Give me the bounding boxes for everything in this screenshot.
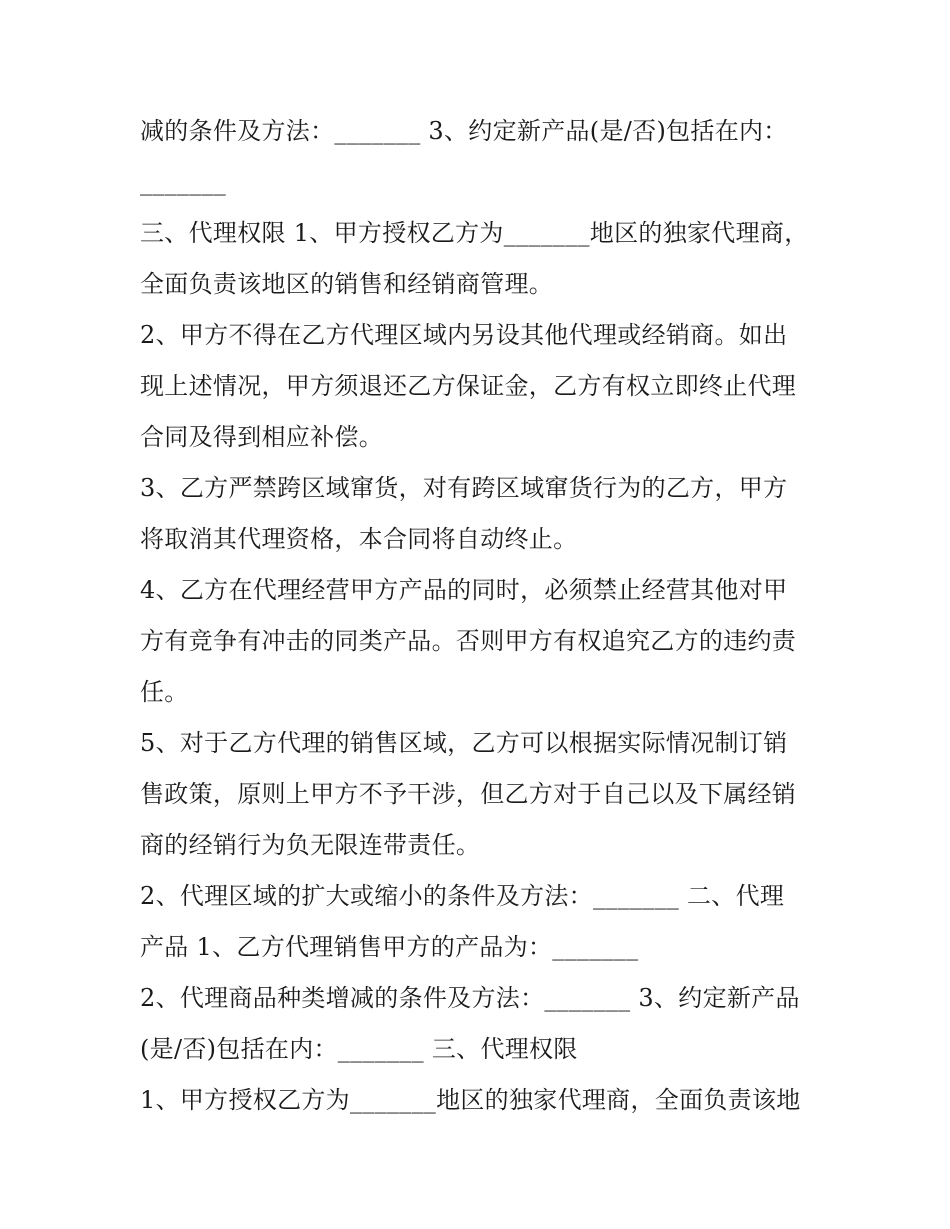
text-line: 合同及得到相应补偿。 <box>140 423 383 451</box>
text-line: 3、乙方严禁跨区域窜货，对有跨区域窜货行为的乙方，甲方 <box>140 474 788 502</box>
text-line: 减的条件及方法：_______ 3、约定新产品(是/否)包括在内： <box>140 117 788 145</box>
text-line: 产品 1、乙方代理销售甲方的产品为：_______ <box>140 933 639 961</box>
text-line: 5、对于乙方代理的销售区域，乙方可以根据实际情况制订销 <box>140 729 788 757</box>
text-line: 售政策，原则上甲方不予干涉，但乙方对于自己以及下属经销 <box>140 780 797 808</box>
text-line: (是/否)包括在内：_______ 三、代理权限 <box>140 1035 578 1063</box>
text-line: 2、代理商品种类增减的条件及方法：_______ 3、约定新产品 <box>140 984 800 1012</box>
text-line: 全面负责该地区的销售和经销商管理。 <box>140 270 554 298</box>
text-line: 现上述情况，甲方须退还乙方保证金，乙方有权立即终止代理 <box>140 372 797 400</box>
text-line: 4、乙方在代理经营甲方产品的同时，必须禁止经营其他对甲 <box>140 576 788 604</box>
text-line: _______ <box>140 168 227 196</box>
text-line: 方有竞争有冲击的同类产品。否则甲方有权追究乙方的违约责 <box>140 627 797 655</box>
text-line: 商的经销行为负无限连带责任。 <box>140 831 481 859</box>
text-line: 任。 <box>140 678 189 706</box>
text-line: 1、甲方授权乙方为_______地区的独家代理商，全面负责该地 <box>140 1086 801 1114</box>
text-line: 将取消其代理资格，本合同将自动终止。 <box>140 525 578 553</box>
document-body <box>140 106 820 1126</box>
text-line: 三、代理权限 1、甲方授权乙方为_______地区的独家代理商， <box>140 219 809 247</box>
text-line: 2、代理区域的扩大或缩小的条件及方法：_______ 二、代理 <box>140 882 785 910</box>
text-line: 2、甲方不得在乙方代理区域内另设其他代理或经销商。如出 <box>140 321 788 349</box>
